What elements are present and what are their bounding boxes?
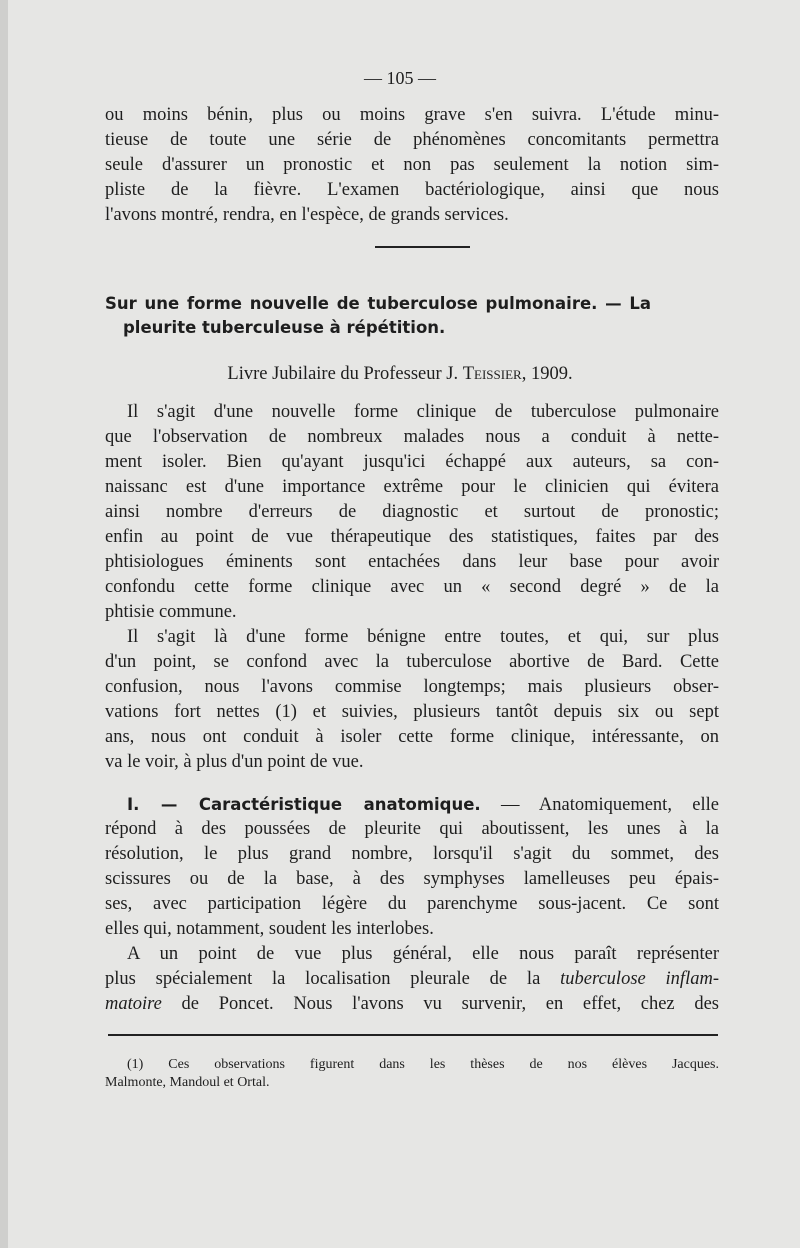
text-line (105, 967, 719, 992)
text-line: confusion, nous l'avons commise longtemps; mais plusieurs obser- (105, 677, 719, 697)
text-line: Il s'agit d'une nouvelle forme clinique de tuberculose pulmonaire (127, 402, 719, 422)
text-line: confondu cette forme clinique avec un « second degré » de la (105, 577, 719, 597)
footnote-line: Malmonte, Mandoul et Ortal. (105, 1075, 270, 1090)
italic-text: matoire (105, 994, 162, 1014)
text-line: tieuse de toute une série de phénomènes concomitants permettra (105, 130, 719, 150)
text-line: seule d'assurer un pronostic et non pas seulement la notion sim- (105, 155, 719, 175)
intro-paragraph (105, 103, 719, 228)
section-heading: I. — Caractéristique anatomique. (127, 795, 481, 814)
text-line: ou moins bénin, plus ou moins grave s'en suivra. L'étude minu- (105, 105, 719, 125)
text-line: enfin au point de vue thérapeutique des statistiques, faites par des (105, 527, 719, 547)
section-heading-line (105, 792, 719, 817)
text-line: d'un point, se confond avec la tuberculose abortive de Bard. Cette (105, 652, 719, 672)
text-line: répond à des poussées de pleurite qui aboutissent, les unes à la (105, 819, 719, 839)
text-line: phtisie commune. (105, 602, 237, 622)
text-line: phtisiologues éminents sont entachées dans leur base pour avoir (105, 552, 719, 572)
footnote (105, 1056, 719, 1092)
text-line: ment isoler. Bien qu'ayant jusqu'ici échappé aux auteurs, sa con- (105, 452, 719, 472)
footnote-line: (1) Ces observations figurent dans les thèses de nos élèves Jacques. (127, 1057, 719, 1072)
citation-year: , 1909. (521, 364, 573, 384)
separator-rule (375, 246, 470, 248)
page-number: — 105 — (364, 68, 436, 88)
text-line: que l'observation de nombreux malades nous a conduit à nette- (105, 427, 719, 447)
title-line: pleurite tuberculeuse à répétition. (123, 318, 446, 337)
text-line: naissanc est d'une importance extrême pour le clinicien qui évitera (105, 477, 719, 497)
text-line: résolution, le plus grand nombre, lorsqu'il s'agit du sommet, des (105, 844, 719, 864)
citation-name: Teissier (462, 364, 522, 384)
text-line (105, 992, 719, 1017)
footnote-rule (108, 1034, 718, 1036)
text-line: ans, nous ont conduit à isoler cette forme clinique, intéressante, on (105, 727, 719, 747)
text-line: pliste de la fièvre. L'examen bactériologique, ainsi que nous (105, 180, 719, 200)
citation-prefix: Livre Jubilaire du Professeur J. (227, 364, 463, 384)
text-line: scissures ou de la base, à des symphyses lamelleuses peu épais- (105, 869, 719, 889)
text-line: Il s'agit là d'une forme bénigne entre toutes, et qui, sur plus (127, 627, 719, 647)
text-line: ses, avec participation légère du parenchyme sous-jacent. Ce sont (105, 894, 719, 914)
text-span: plus spécialement la localisation pleurale de la (105, 969, 561, 989)
text-line: ainsi nombre d'erreurs de diagnostic et surtout de pronostic; (105, 502, 719, 522)
citation (0, 364, 800, 385)
text-line: vations fort nettes (1) et suivies, plusieurs tantôt depuis six ou sept (105, 702, 719, 722)
article-title (105, 292, 719, 340)
text-span: de Poncet. Nous l'avons vu survenir, en effet, chez des (161, 994, 719, 1014)
text-line: elles qui, notamment, soudent les interlobes. (105, 919, 434, 939)
italic-text: tuberculose inflam- (560, 969, 719, 989)
text-line: A un point de vue plus général, elle nous paraît représenter (127, 944, 719, 964)
article-body (105, 400, 719, 1017)
text-line: — Anatomiquement, elle (480, 795, 719, 815)
title-line: Sur une forme nouvelle de tuberculose pulmonaire. — La (105, 294, 652, 313)
text-line: va le voir, à plus d'un point de vue. (105, 752, 364, 772)
text-line: l'avons montré, rendra, en l'espèce, de grands services. (105, 205, 509, 225)
scan-edge (0, 0, 8, 1248)
